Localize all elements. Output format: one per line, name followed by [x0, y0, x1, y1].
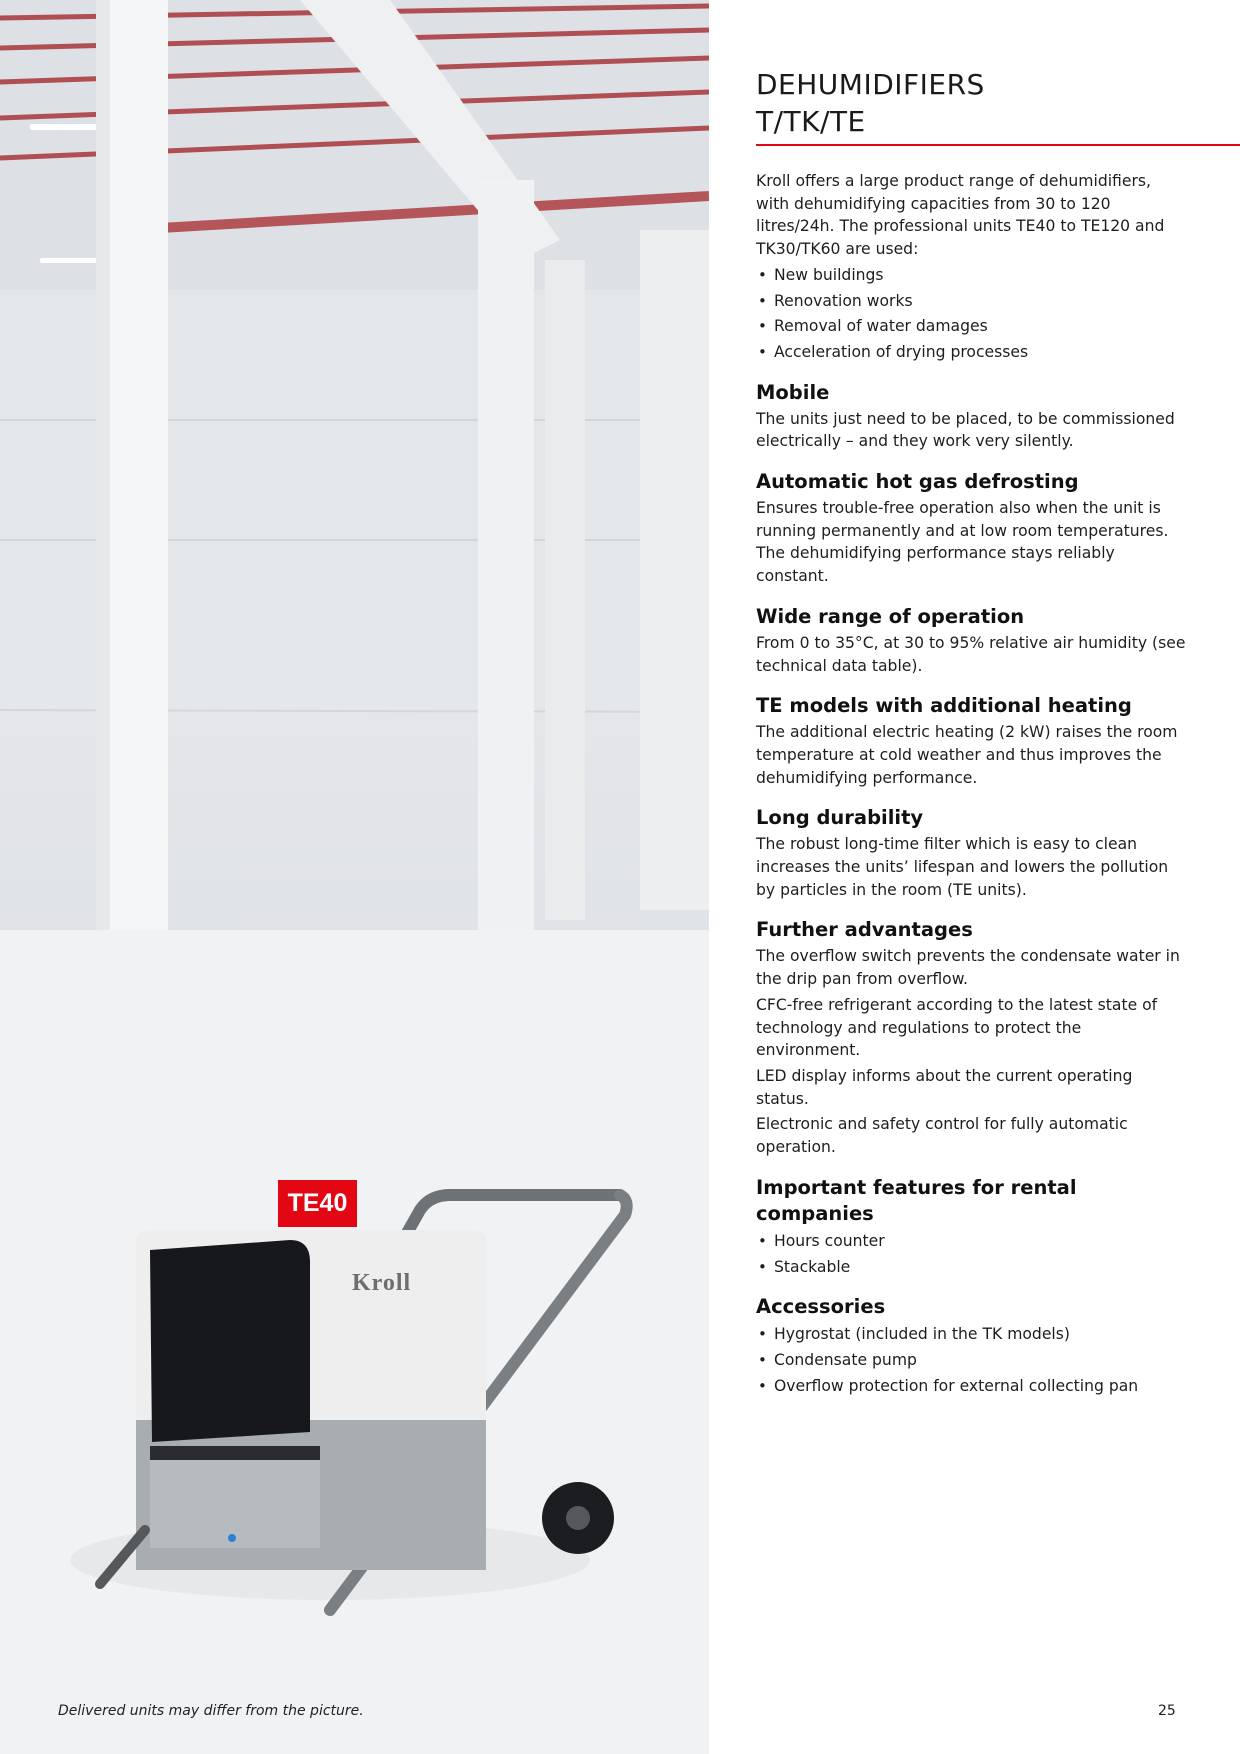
list-item: • Hygrostat (included in the TK models)	[756, 1323, 1186, 1346]
section-paragraph: The units just need to be placed, to be commissioned electrically – and they work very silently.	[756, 409, 1175, 451]
list-item: • Stackable	[756, 1256, 1186, 1279]
section-heading: Further advantages	[756, 918, 973, 942]
rental-features-list	[756, 1230, 1186, 1278]
page-title	[756, 66, 985, 140]
section-paragraph: Electronic and safety control for fully automatic operation.	[756, 1115, 1128, 1157]
section-paragraph: From 0 to 35°C, at 30 to 95% relative air humidity (see technical data table).	[756, 633, 1186, 675]
title-line-1: DEHUMIDIFIERS	[756, 68, 985, 101]
section-paragraph: Ensures trouble-free operation also when the unit is running permanently and at low room temperatures. The dehumidifying performance stays reliably constant.	[756, 499, 1169, 586]
section-paragraph: The overflow switch prevents the condensate water in the drip pan from overflow.	[756, 947, 1180, 989]
section-heading: Automatic hot gas defrosting	[756, 470, 1079, 494]
section-paragraph: The additional electric heating (2 kW) raises the room temperature at cold weather and thus improves the dehumidifying performance.	[756, 723, 1178, 787]
page-number: 25	[1158, 1703, 1176, 1719]
list-item: • Overflow protection for external collecting pan	[756, 1375, 1186, 1398]
intro-list	[756, 264, 1186, 364]
section-heading: Mobile	[756, 380, 830, 404]
intro-paragraph: Kroll offers a large product range of dehumidifiers, with dehumidifying capacities from 30 to 120 litres/24h. The professional units TE40 to TE120 and TK30/TK60 are used:	[756, 172, 1165, 259]
section-heading: Accessories	[756, 1295, 886, 1319]
section-mobile	[756, 380, 1186, 453]
section-heading: TE models with additional heating	[756, 694, 1132, 718]
section-rental-features	[756, 1175, 1186, 1278]
list-item: • Renovation works	[756, 290, 1186, 313]
list-item: • Hours counter	[756, 1230, 1186, 1253]
list-item: • Removal of water damages	[756, 315, 1186, 338]
section-additional-heating	[756, 693, 1186, 789]
section-heading: Long durability	[756, 806, 924, 830]
model-badge: TE40	[278, 1180, 357, 1227]
list-item: • Condensate pump	[756, 1349, 1186, 1372]
section-paragraph: CFC-free refrigerant according to the latest state of technology and regulations to protect the environment.	[756, 995, 1158, 1060]
section-paragraph: LED display informs about the current operating status.	[756, 1066, 1133, 1108]
title-line-2: T/TK/TE	[756, 105, 866, 138]
section-range-of-operation	[756, 604, 1186, 677]
section-heading: Important features for rental companies	[756, 1175, 1077, 1225]
section-accessories	[756, 1294, 1186, 1397]
brand-logo: Kroll	[352, 1270, 412, 1296]
section-paragraph: The robust long-time filter which is easy to clean increases the units’ lifespan and lowers the pollution by particles in the room (TE units).	[756, 835, 1169, 899]
section-hot-gas-defrosting	[756, 469, 1186, 588]
accessories-list	[756, 1323, 1186, 1397]
content-column	[756, 170, 1186, 1400]
section-long-durability	[756, 805, 1186, 901]
section-further-advantages	[756, 917, 1186, 1158]
photo-caption: Delivered units may differ from the picture.	[58, 1703, 364, 1719]
title-divider	[756, 144, 1240, 146]
list-item: • New buildings	[756, 264, 1186, 287]
list-item: • Acceleration of drying processes	[756, 341, 1186, 364]
section-heading: Wide range of operation	[756, 604, 1025, 628]
